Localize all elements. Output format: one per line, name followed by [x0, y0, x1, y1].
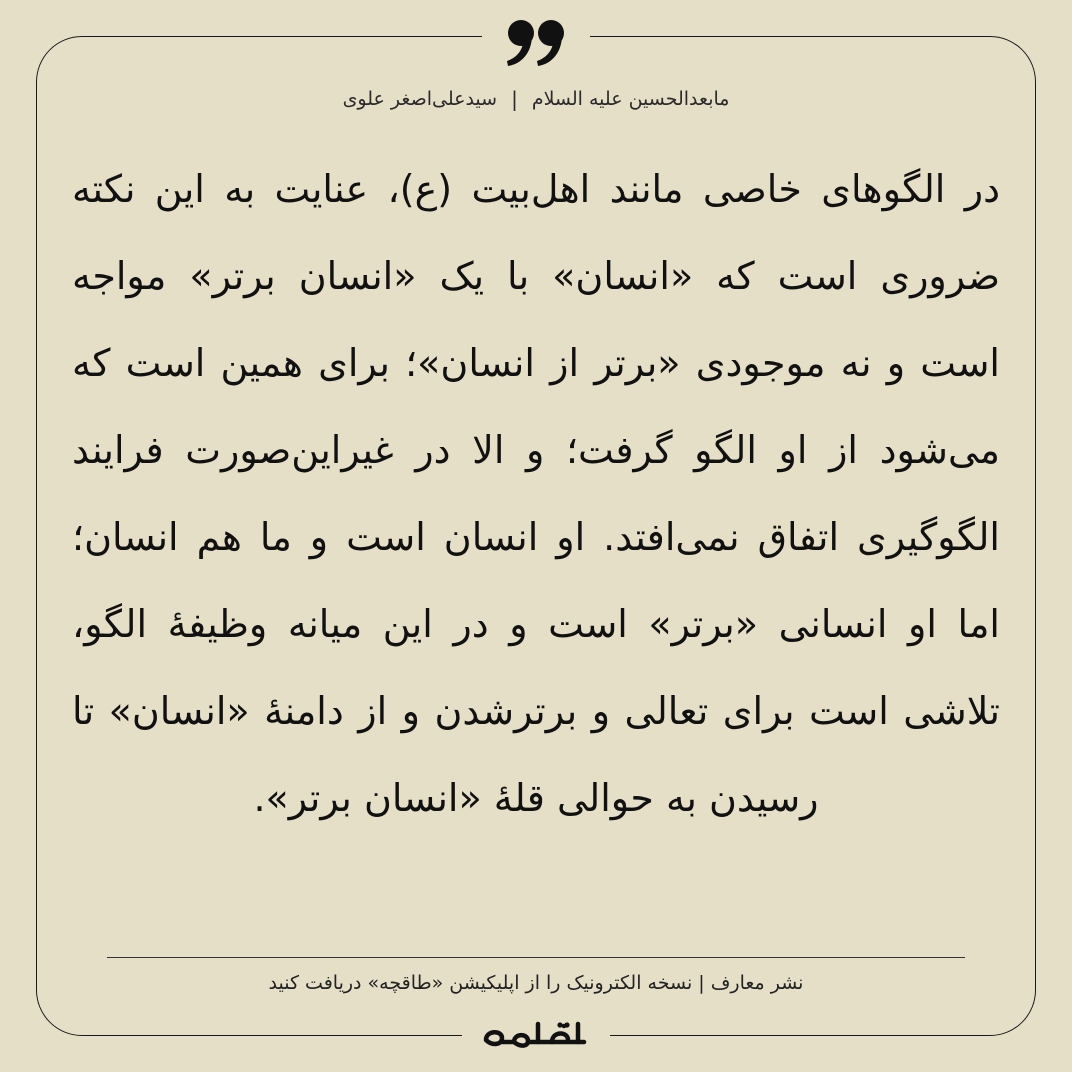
footer-note: نشر معارف | نسخه الکترونیک را از اپلیکیشن «طاقچه» دریافت کنید [268, 972, 804, 994]
source-line [0, 82, 1072, 116]
quotation-mark-icon [500, 16, 572, 72]
book-title: مابعدالحسین علیه السلام [531, 88, 730, 110]
source-separator: | [511, 87, 518, 111]
taaghche-logo [480, 1014, 592, 1054]
footer-divider [107, 957, 965, 958]
quote-text: در الگوهای خاصی مانند اهل‌بیت (ع)، عنایت به این نکته ضروری است که «انسان» با یک «انسان برتر» مواجه است و نه موجودی «برتر از انسان»؛ برای همین است که می‌شود از او الگو گرفت؛ و الا در غیراین‌صورت فرایند الگوگیری اتفاق نمی‌افتد. او انسان است و ما هم انسان؛ اما او انسانی «برتر» است و در این میانه وظیفهٔ الگو، تلاشی است برای تعالی و برترشدن و از دامنهٔ «انسان» تا رسیدن به حوالی قلهٔ «انسان برتر». [72, 167, 1000, 820]
author-name: سیدعلی‌اصغر علوی [342, 88, 498, 110]
